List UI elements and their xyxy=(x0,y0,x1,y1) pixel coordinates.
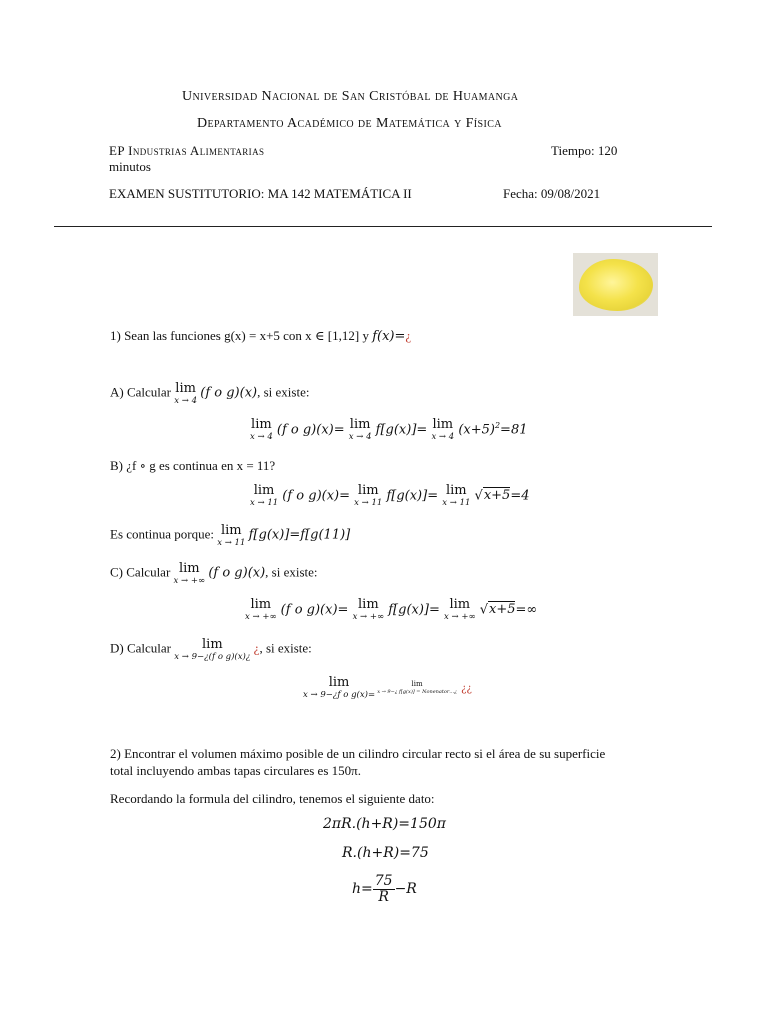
q2-equation-1: 2πR.(h+R)=150π xyxy=(323,816,446,832)
inverted-question-mark: ¿ xyxy=(405,328,412,343)
department-name: Departamento Académico de Matemática y Física xyxy=(197,116,502,131)
q1-intro: 1) Sean las funciones g(x) = x+5 con x ∈ [1,12] y f(x)=¿ xyxy=(110,328,412,344)
q2-statement-line2: total incluyendo ambas tapas circulares es 150π. xyxy=(110,763,361,778)
school-name: EP Industrias Alimentarias xyxy=(109,143,265,158)
exam-time-unit: minutos xyxy=(109,159,151,174)
yellow-blob-photo xyxy=(573,253,658,316)
q2-equation-3: h= $\frac{75}{R}$ −R xyxy=(352,873,417,905)
q1-part-d-solution: lim x → 9−¿f o g(x)= lim x → 9−¿ f[g(x)] = Nonenator…¿ ¿¿ xyxy=(303,675,472,700)
exam-date: Fecha: 09/08/2021 xyxy=(503,186,601,201)
q1-part-d-label: D) Calcular lim x → 9−¿(f o g)(x)¿ ¿, si existe: xyxy=(110,637,312,662)
university-name: Universidad Nacional de San Cristóbal de Huamanga xyxy=(182,89,519,104)
q1-part-c-label: C) Calcular lim x → +∞ (f o g)(x), si existe: xyxy=(110,561,318,586)
q2-recall: Recordando la formula del cilindro, tenemos el siguiente dato: xyxy=(110,791,435,806)
header-divider xyxy=(54,226,712,227)
q1-part-b-label: B) ¿f ∘ g es continua en x = 11? xyxy=(110,458,276,473)
q1-part-b-solution: lim x → 11 (f o g)(x)= lim x → 11 f[g(x)]= lim x → 11 √x+5=4 xyxy=(250,483,530,508)
q1-part-b-continuity: Es continua porque: lim x → 11 f[g(x)]=f[g(11)] xyxy=(110,523,351,548)
q2-equation-2: R.(h+R)=75 xyxy=(342,845,429,861)
q1-part-a-solution: lim x → 4 (f o g)(x)= lim x → 4 f[g(x)]= lim x → 4 $(x+5)^2=81$ xyxy=(250,417,528,442)
q1-part-c-solution: lim x → +∞ (f o g)(x)= lim x → +∞ f[g(x)]= lim x → +∞ √x+5=∞ xyxy=(245,597,538,622)
q2-statement-line1: 2) Encontrar el volumen máximo posible de un cilindro circular recto si el área de su superficie xyxy=(110,746,606,761)
exam-time: Tiempo: 120 xyxy=(551,143,618,158)
q1-part-a-label: A) Calcular lim x → 4 (f o g)(x), si existe: xyxy=(110,381,310,406)
exam-title: EXAMEN SUSTITUTORIO: MA 142 MATEMÁTICA II xyxy=(109,186,412,201)
